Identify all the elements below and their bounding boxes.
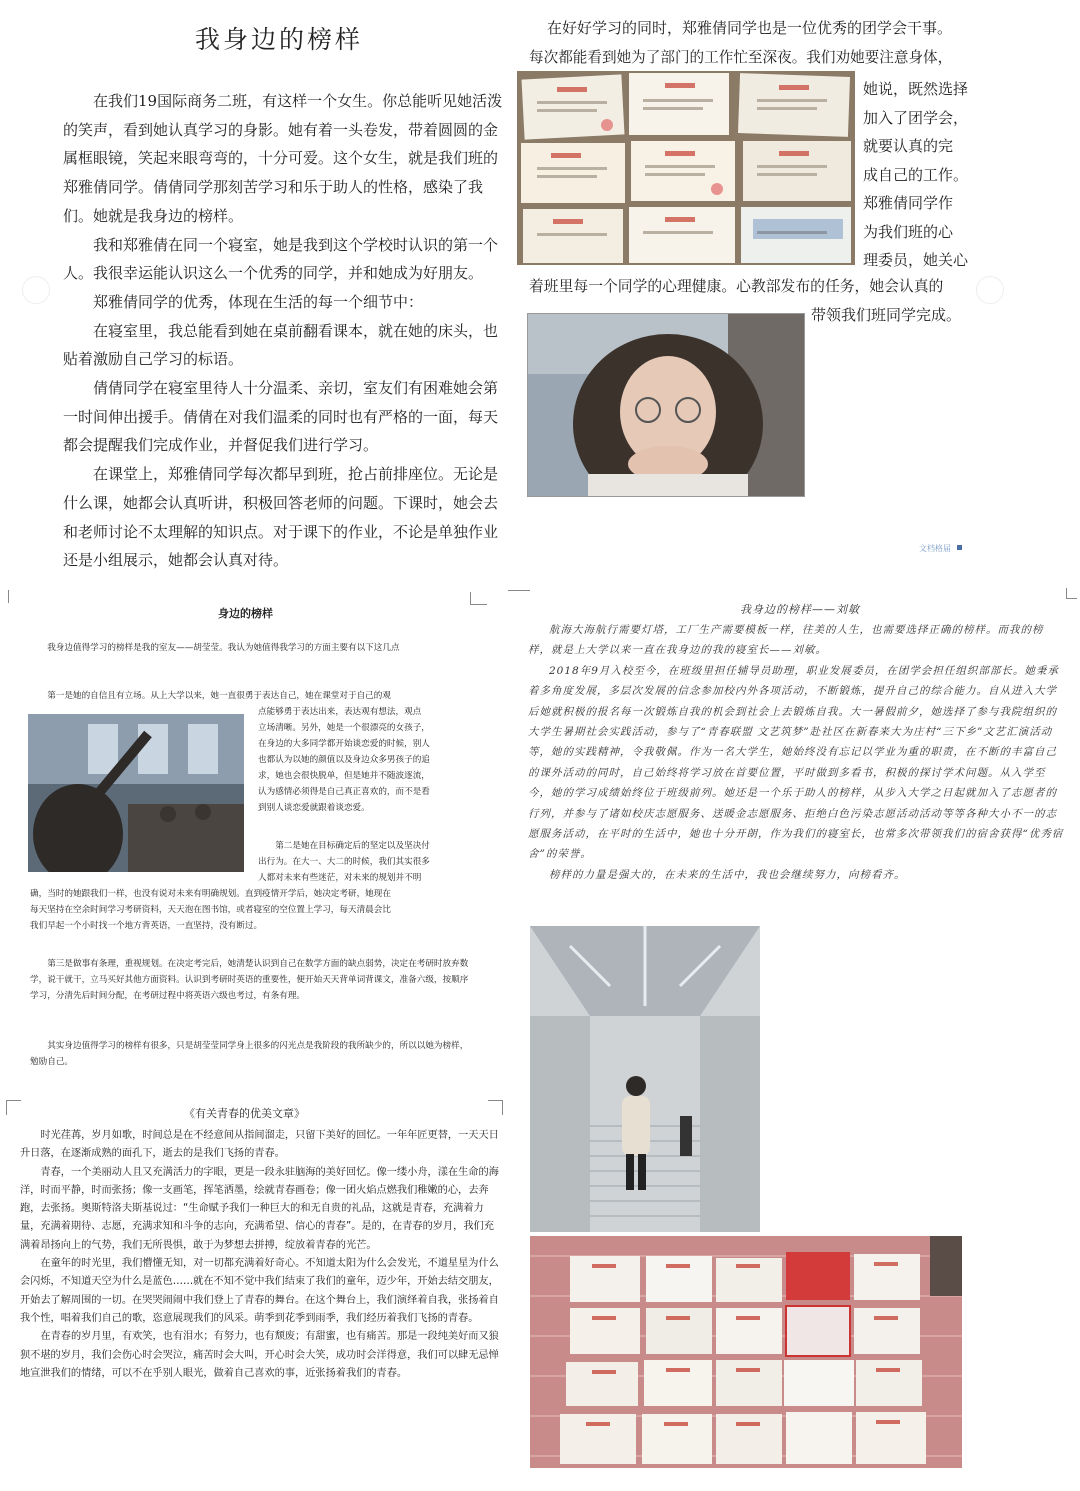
text-line: 加入了团学会， bbox=[863, 108, 969, 127]
fourth-para: 其实身边值得学习的榜样有很多，只是胡莹莹同学身上很多的闪光点是我阶段的我所缺少的，所以以她为榜样，勉励自己。 bbox=[30, 1041, 469, 1067]
text-line: 就要认真的完 bbox=[863, 137, 954, 155]
certificates-photo bbox=[517, 71, 855, 265]
essay-title: 《有关青春的优美文章》 bbox=[184, 1107, 305, 1120]
subway-stairs-image bbox=[530, 926, 760, 1232]
classroom-photo bbox=[28, 714, 244, 872]
paragraph: 2018年9月入校至今，在班级里担任辅导员助理，职业发展委员，在团学会担任组织部部长。她秉承着多角度发展，多层次发展的信念参加校内外各项活动，不断锻炼，提升自己的综合能力。自从进入大学后她就积极的报名每一次锻炼自我的机会到社会上去锻炼自我。大一暑假前夕，她选择了参与我院组织的大学生暑期社会实践活动，参与了“青春联盟 文艺筑梦”赴社区在新春来大为庄村“三下乡”文艺汇演活动等，她的实践精神，令我敬佩。作为一名大学生，她始终没有忘记以学业为重的职责，在不断的丰富自己的课外活动的同时，自己始终将学习放在首要位置，平时做到多看书，积极的探讨学术问题。从入学至今，她的学习成绩始终位于班级前列。她还是一个乐于助人的榜样，从步入大学之日起就加入了志愿者的行列，并参与了诸如校庆志愿服务、送暖金志愿服务、拒绝白色污染志愿活动活动等等各种大小不一的志愿服务活动，在平时的生活中，她也十分开朗，作为我们的寝室长，也常多次带领我们的宿舍获得“优秀宿舍”的荣誉。 bbox=[528, 664, 1064, 861]
top-right-page bbox=[525, 15, 985, 555]
essay-body bbox=[20, 1127, 500, 1383]
page-corner-mark bbox=[508, 590, 530, 591]
page-nav-left-icon[interactable] bbox=[22, 276, 50, 304]
paragraph: 在童年的时光里，我们懵懂无知，对一切都充满着好奇心。不知道太阳为什么会发光，不道星星为什么会闪烁，不知道天空为什么是蓝色……就在不知不觉中我们结束了我们的童年，迈少年，开始去结交朋友，开始去了解周围的一切。在哭哭闹闹中我们登上了青春的舞台。在这个舞台上，我们演绎着自我，张扬着自我个性，唱着我们自己的歌，恣意展现我们的风采。萌季到花季到雨季，我们经历着我们飞扬的青春。 bbox=[20, 1258, 499, 1324]
text-line: 成自己的工作。 bbox=[863, 165, 969, 184]
certificates-bed-image bbox=[530, 1236, 962, 1468]
first-para bbox=[30, 688, 470, 704]
third-para: 第三是做事有条理，重视规划。在决定考完后，她清楚认识到自己在数学方面的缺点弱势，决定在考研时放弃数学，说干就干，立马买好其他方面资料。认识到考研时英语的重要性，便开始天天背单词背课文，准备六级，按顺序学习，分清先后时间分配，在考研过程中将英语六级也考过，有条有理。 bbox=[30, 959, 469, 1001]
text-line: 为我们班的心 bbox=[863, 222, 954, 241]
paragraph: 在寝室里，我总能看到她在桌前翻看课本，就在她的床头，也贴着激励自己学习的标语。 bbox=[63, 321, 499, 369]
text-line: 每次都能看到她为了部门的工作忙至深夜。我们劝她要注意身体， bbox=[529, 49, 953, 66]
article-body bbox=[63, 87, 503, 575]
text-line: 每天坚持在空余时间学习考研资料，天天泡在图书馆，或者寝室的空位置上学习，每天清晨会比 bbox=[30, 905, 391, 915]
text-line: 也都认为以她的颜值以及身边众多男孩子的追 bbox=[258, 755, 430, 765]
text-line: 着班里每一个同学的心理健康。心教部发布的任务，她会认真的 bbox=[529, 278, 944, 295]
top-left-page bbox=[55, 15, 505, 575]
second-para bbox=[30, 886, 470, 934]
portrait-photo bbox=[527, 313, 805, 497]
watermark-text: 文档格届 bbox=[919, 544, 951, 553]
youth-essay-page bbox=[20, 1105, 500, 1445]
page-corner-mark bbox=[6, 1100, 21, 1115]
paragraph: 我和郑雅倩在同一个寝室，她是我到这个学校时认识的第一个人。我很幸运能认识这么一个优秀的同学，并和她成为好朋友。 bbox=[63, 235, 499, 283]
paragraph: 航海大海航行需要灯塔，工厂生产需要模板一样，往美的人生，也需要选择正确的榜样。而我的榜样，就是上大学以来一直在我身边的我的寝室长——刘敏。 bbox=[528, 624, 1044, 657]
subway-stairs-photo bbox=[530, 926, 760, 1232]
text-line: 郑雅倩同学作 bbox=[863, 194, 954, 212]
page-title: 身边的榜样 bbox=[218, 607, 273, 620]
handwritten-page bbox=[528, 600, 1068, 910]
paragraph: 时光荏苒，岁月如歌，时间总是在不经意间从指间溜走，只留下美好的回忆。一年年匠更替，一天天日升日落，在逐渐成熟的面孔下，逝去的是我们飞扬的青春。 bbox=[20, 1130, 499, 1160]
portrait-image bbox=[528, 314, 804, 496]
text-line: 她说，既然选择 bbox=[863, 80, 969, 98]
text-line: 第一是她的自信且有立场。从上大学以来，她一直很勇于表达自己，她在课堂对于自己的观 bbox=[47, 691, 391, 701]
text-line: 理委员，她关心 bbox=[863, 251, 969, 269]
text-line: 确，当时的她跟我们一样，也没有说对未来有明确规划。直到疫情开学后，她决定考研，她现在 bbox=[30, 889, 391, 899]
handwritten-body bbox=[528, 620, 1064, 885]
certificates-image bbox=[517, 71, 855, 265]
first-para-wrap bbox=[258, 704, 472, 816]
text-line: 带领我们班同学完成。 bbox=[811, 306, 962, 324]
paragraph: 在青春的岁月里，有欢笑，也有泪水；有努力，也有颓废；有甜蜜，也有痛苦。那是一段纯美好而又狼狈不堪的岁月，我们会伤心时会哭泣，痛苦时会大叫，开心时会大笑，成功时会洋得意，我们可以肆无忌惮地宣泄我们的情绪，可以不在乎别人眼光，做着自己喜欢的事，近张扬着我们的青春。 bbox=[20, 1331, 499, 1379]
bottom-left-page bbox=[26, 600, 476, 1090]
text-line: 到别人谈恋爱就跟着谈恋爱。 bbox=[258, 803, 370, 813]
second-para-wrap bbox=[258, 838, 472, 886]
handwritten-title: 我身边的榜样——刘敏 bbox=[740, 603, 860, 616]
text-line: 求，她也会很快脱单，但是她并不随波逐流， bbox=[258, 771, 430, 781]
page-title: 我身边的榜样 bbox=[195, 25, 364, 54]
page-corner-mark bbox=[1066, 588, 1077, 599]
paragraph: 郑雅倩同学的优秀，体现在生活的每一个细节中： bbox=[93, 292, 424, 311]
classroom-image bbox=[28, 714, 244, 872]
text-line: 点能够勇于表达出来，表达观有想法，观点 bbox=[258, 707, 422, 717]
paragraph: 倩倩同学在寝室里待人十分温柔、亲切，室友们有困难她会第一时间伸出援手。倩倩在对我们温柔的同时也有严格的一面，每天都会提醒我们完成作业，并督促我们进行学习。 bbox=[63, 379, 499, 455]
certificates-bed-photo bbox=[530, 1236, 962, 1468]
text-line: 我们早起一个小时找一个地方背英语，一直坚持，没有断过。 bbox=[30, 921, 263, 931]
text-line: 出行为。在大一、大二的时候，我们其实很多 bbox=[258, 857, 430, 867]
paragraph: 在课堂上，郑雅倩同学每次都早到班，抢占前排座位。无论是什么课，她都会认真听讲，积极回答老师的问题。下课时，她会去和老师讨论不太理解的知识点。对于课下的作业，不论是单独作业还是小组展示，她都会认真对待。 bbox=[63, 465, 499, 570]
text-line: 立场清晰。另外，她是一个很漂亮的女孩子， bbox=[258, 723, 430, 733]
text-line: 人都对未来有些迷茫，对未来的规划并不明 bbox=[258, 873, 422, 883]
text-line: 在身边的大多同学都开始谈恋爱的时候，别人 bbox=[258, 739, 430, 749]
watermark-icon bbox=[957, 545, 962, 550]
side-text bbox=[863, 75, 973, 275]
paragraph: 在我们19国际商务二班，有这样一个女生。你总能听见她活泼的笑声，看到她认真学习的身影。她有着一头卷发，带着圆圆的金属框眼镜，笑起来眼弯弯的，十分可爱。这个女生，就是我们班的郑雅倩同学。倩倩同学那刻苦学习和乐于助人的性格，感染了我们。她就是我身边的榜样。 bbox=[63, 92, 503, 225]
text-line: 在好好学习的同时，郑雅倩同学也是一位优秀的团学会干事。 bbox=[547, 19, 953, 37]
paragraph: 榜样的力量是强大的，在未来的生活中，我也会继续努力，向榜看齐。 bbox=[549, 868, 906, 881]
text-line: 认为感情必须得是自己真正喜欢的，而不是看 bbox=[258, 787, 430, 797]
intro-text: 我身边值得学习的榜样是我的室友——胡莹莹。我认为她值得我学习的方面主要有以下这几点 bbox=[47, 643, 400, 653]
text-line: 第二是她在目标确定后的坚定以及坚决付 bbox=[275, 841, 430, 851]
page-corner-mark bbox=[8, 590, 9, 603]
paragraph: 青春，一个美丽动人且又充满活力的字眼，更是一段永驻脑海的美好回忆。像一缕小舟，漾在生命的海洋，时而平静，时而张扬；像一支画笔，挥笔洒墨，绘就青春画卷；像一团火焰点燃我们稚嫩的心，去奔跑，去张扬。奥斯特洛夫斯基说过：“生命赋予我们一种巨大的和无自贵的礼品，这就是青春，充满着力量，充满着期待、志愿，充满求知和斗争的志向，充满希望、信心的青春”。是的，在青春的岁月，我们充满着昂扬向上的气势，我们无所畏惧，敢于为梦想去拼搏，绽放着青春的光芒。 bbox=[20, 1166, 499, 1251]
